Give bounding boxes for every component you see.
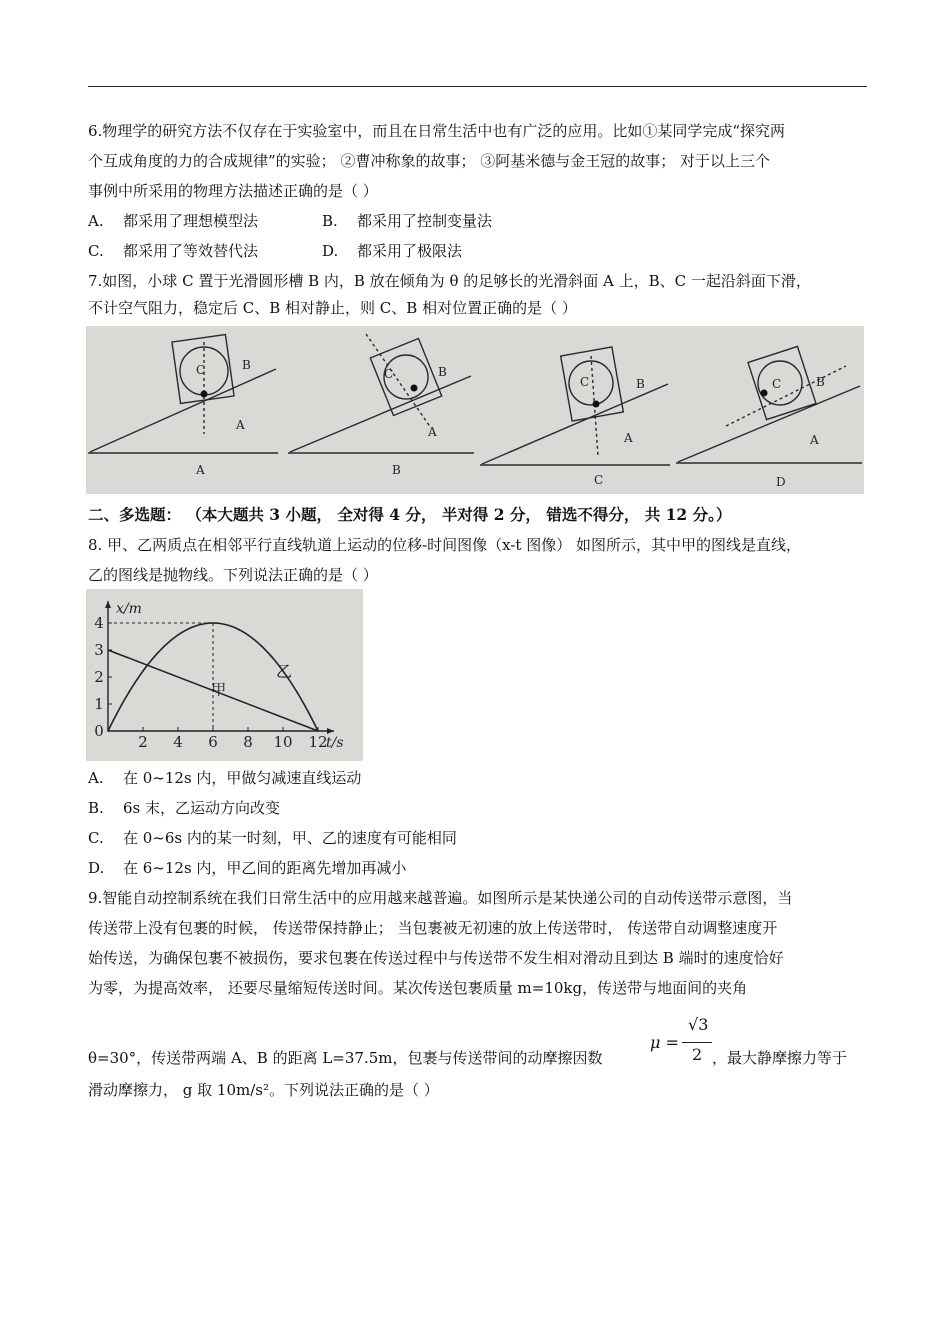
x-tick-label: 4: [173, 733, 183, 751]
label-b: B: [636, 377, 645, 391]
ball-c: [593, 401, 600, 408]
label-c: C: [772, 377, 782, 391]
caption-a: A: [196, 463, 205, 477]
q8-option-c: C. 在 0~6s 内的某一时刻，甲、乙的速度有可能相同: [88, 829, 457, 847]
x-tick-label: 6: [208, 733, 218, 751]
label-c: C: [196, 363, 206, 377]
q6-option-a: A. 都采用了理想模型法: [88, 212, 259, 230]
label-slope: A: [810, 433, 819, 447]
q8-option-b: B. 6s 末，乙运动方向改变: [88, 799, 281, 817]
y-tick-label: 0: [94, 722, 104, 740]
series-yi-point: [212, 622, 214, 624]
label-slope: A: [624, 431, 633, 445]
q9-line-1: 9.智能自动控制系统在我们日常生活中的应用越来越普遍。如图所示是某快递公司的自动传送带示意图，当: [88, 889, 793, 907]
y-tick-label: 3: [94, 641, 104, 659]
series-yi-label: 乙: [276, 662, 293, 681]
q6-line-2: 个互成角度的力的合成规律”的实验； ②曹冲称象的故事； ③阿基米德与金王冠的故事； 对于以上三个: [88, 152, 770, 170]
ball-c: [411, 385, 418, 392]
label-slope: A: [428, 425, 437, 439]
series-yi-point: [177, 634, 179, 636]
series-yi-point: [247, 634, 249, 636]
caption-b: B: [392, 463, 401, 477]
q9-line-3: 始传送，为确保包裹不被损伤，要求包裹在传送过程中与传送带不发生相对滑动且到达 B 端时的速度恰好: [88, 949, 784, 967]
y-tick-label: 4: [94, 614, 104, 632]
mu-denominator: 2: [692, 1045, 703, 1064]
x-tick-label: 8: [243, 733, 253, 751]
x-tick-label: 10: [273, 733, 293, 751]
q9-line-5a: θ=30°，传送带两端 A、B 的距离 L=37.5m，包裹与传送带间的动摩擦因数: [88, 1049, 603, 1067]
series-yi-point: [142, 670, 144, 672]
q9-line-4: 为零，为提高效率， 还要尽量缩短传送时间。某次传送包裹质量 m=10kg，传送带与地面间的夹角: [88, 979, 748, 997]
x-tick-label: 12: [308, 733, 328, 751]
x-axis-label: t/s: [326, 735, 344, 751]
y-axis-label: x/m: [116, 601, 142, 617]
label-b: B: [242, 358, 251, 372]
x-tick-label: 2: [138, 733, 148, 751]
label-b: B: [816, 375, 825, 389]
label-slope: A: [236, 418, 245, 432]
series-jia-label: 甲: [211, 680, 227, 699]
q8-xt-chart: [86, 589, 363, 761]
q7-figure: [86, 326, 864, 494]
ball-c: [201, 391, 208, 398]
q9-line-5b: ，最大静摩擦力等于: [712, 1049, 848, 1067]
label-c: C: [580, 375, 590, 389]
q8-line-1: 8. 甲、乙两质点在相邻平行直线轨道上运动的位移-时间图像（x-t 图像） 如图所示，其中甲的图线是直线，: [88, 536, 801, 554]
header-rule: [88, 86, 867, 87]
ball-c: [761, 390, 768, 397]
q6-option-d: D. 都采用了极限法: [322, 242, 463, 260]
series-yi-point: [107, 730, 109, 732]
mu-symbol: μ =: [650, 1033, 679, 1052]
caption-d: D: [776, 475, 786, 489]
caption-c: C: [594, 473, 604, 487]
q7-line-1: 7.如图，小球 C 置于光滑圆形槽 B 内，B 放在倾角为 θ 的足够长的光滑斜面 A 上，B、C 一起沿斜面下滑，: [88, 272, 811, 290]
mu-numerator: √3: [688, 1015, 709, 1034]
q9-line-2: 传送带上没有包裹的时候， 传送带保持静止； 当包裹被无初速的放上传送带时， 传送带自动调整速度开: [88, 919, 778, 937]
q6-line-1: 6.物理学的研究方法不仅存在于实验室中，而且在日常生活中也有广泛的应用。比如①某同学完成“探究两: [88, 122, 785, 140]
series-yi-point: [317, 730, 319, 732]
q8-line-2: 乙的图线是抛物线。下列说法正确的是（ ）: [88, 566, 378, 584]
y-tick-label: 2: [94, 668, 104, 686]
q6-option-b: B. 都采用了控制变量法: [322, 212, 493, 230]
fraction-bar: [682, 1042, 712, 1043]
y-tick-label: 1: [94, 695, 104, 713]
q8-option-a: A. 在 0~12s 内，甲做匀减速直线运动: [88, 769, 362, 787]
q6-option-c: C. 都采用了等效替代法: [88, 242, 259, 260]
q6-line-3: 事例中所采用的物理方法描述正确的是（ ）: [88, 182, 378, 200]
q8-option-d: D. 在 6~12s 内，甲乙间的距离先增加再减小: [88, 859, 407, 877]
q9-line-6: 滑动摩擦力， g 取 10m/s²。下列说法正确的是（ ）: [88, 1081, 439, 1099]
q7-line-2: 不计空气阻力，稳定后 C、B 相对静止，则 C、B 相对位置正确的是（ ）: [88, 299, 577, 317]
label-b: B: [438, 365, 447, 379]
section-2-heading: 二、多选题： （本大题共 3 小题， 全对得 4 分， 半对得 2 分， 错选不得分， 共 12 分。）: [88, 505, 732, 524]
label-c: C: [384, 367, 394, 381]
